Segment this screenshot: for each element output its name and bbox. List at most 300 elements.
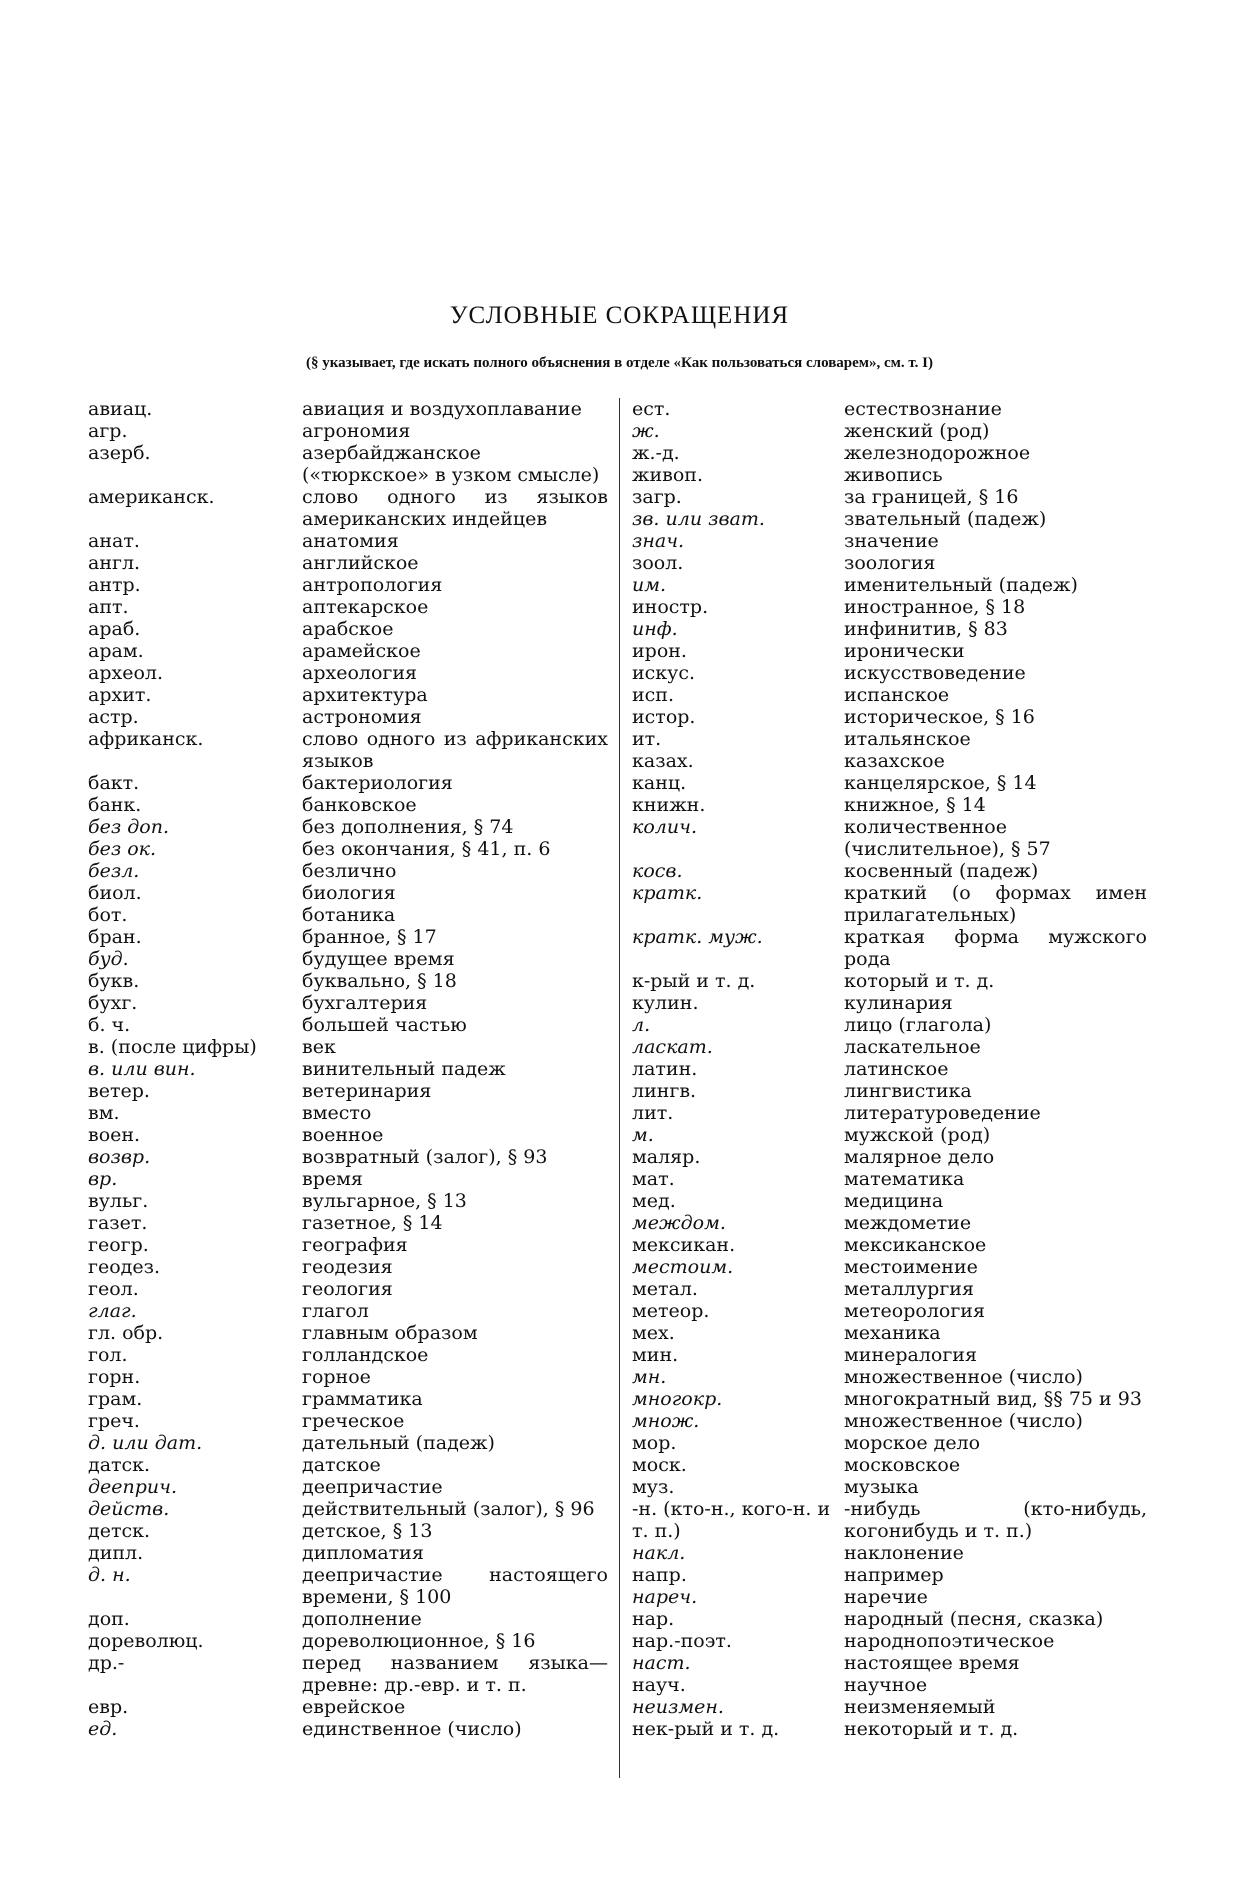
abbreviation-meaning: множественное (число) [844, 1366, 1083, 1388]
abbreviation-term: агр. [88, 420, 128, 442]
abbreviation-term: метеор. [632, 1300, 710, 1322]
abbreviation-meaning: некоторый и т. д. [844, 1718, 1019, 1740]
abbreviation-meaning: неизменяемый [844, 1696, 996, 1718]
abbreviation-entry [88, 1652, 628, 1696]
abbreviation-term: иностр. [632, 596, 709, 618]
abbreviation-entry [632, 750, 1152, 772]
abbreviation-entry [632, 1696, 1152, 1718]
abbreviation-meaning: казахское [844, 750, 945, 772]
abbreviation-entry [88, 1080, 628, 1102]
abbreviation-entry [88, 926, 628, 948]
abbreviation-entry [632, 552, 1152, 574]
abbreviation-term: мед. [632, 1190, 676, 1212]
abbreviation-entry [88, 1058, 628, 1080]
abbreviation-term: знач. [632, 530, 685, 552]
abbreviation-meaning: зоология [844, 552, 936, 574]
abbreviation-entry [88, 618, 628, 640]
abbreviation-term: мат. [632, 1168, 675, 1190]
abbreviation-term: маляр. [632, 1146, 701, 1168]
abbreviation-entry [632, 1058, 1152, 1080]
abbreviation-entry [88, 442, 628, 486]
abbreviation-meaning: канцелярское, § 14 [844, 772, 1037, 794]
abbreviation-term: нареч. [632, 1586, 698, 1608]
abbreviation-entry [632, 772, 1152, 794]
abbreviation-meaning: мужской (род) [844, 1124, 991, 1146]
abbreviation-meaning: слово одного из языков американских индейцев [302, 486, 608, 530]
abbreviation-entry [632, 1190, 1152, 1212]
abbreviation-term: колич. [632, 816, 697, 838]
abbreviation-entry [88, 904, 628, 926]
abbreviation-term: астр. [88, 706, 139, 728]
abbreviation-entry [88, 420, 628, 442]
abbreviation-term: авиац. [88, 398, 153, 420]
abbreviation-term: газет. [88, 1212, 148, 1234]
abbreviation-meaning: литературоведение [844, 1102, 1041, 1124]
abbreviation-entry [632, 1036, 1152, 1058]
abbreviation-meaning: за границей, § 16 [844, 486, 1019, 508]
abbreviation-entry [88, 1608, 628, 1630]
abbreviation-meaning: глагол [302, 1300, 369, 1322]
abbreviation-term: геол. [88, 1278, 139, 1300]
abbreviation-entry [88, 860, 628, 882]
abbreviation-entry [632, 992, 1152, 1014]
abbreviation-meaning: бактериология [302, 772, 453, 794]
abbreviation-entry [88, 882, 628, 904]
abbreviation-term: в. (после цифры) [88, 1036, 257, 1058]
abbreviation-term: банк. [88, 794, 142, 816]
abbreviation-meaning: минералогия [844, 1344, 977, 1366]
abbreviation-entry [632, 706, 1152, 728]
abbreviation-meaning: возвратный (залог), § 93 [302, 1146, 548, 1168]
abbreviation-term: архит. [88, 684, 152, 706]
abbreviation-entry [632, 1256, 1152, 1278]
abbreviation-meaning: архитектура [302, 684, 428, 706]
abbreviation-term: б. ч. [88, 1014, 131, 1036]
abbreviation-meaning: азербайджанское («тюркское» в узком смысле) [302, 442, 600, 486]
abbreviation-term: евр. [88, 1696, 129, 1718]
abbreviation-term: множ. [632, 1410, 700, 1432]
abbreviation-meaning: -нибудь (кто-нибудь, когонибудь и т. п.) [844, 1498, 1147, 1542]
abbreviation-meaning: антропология [302, 574, 443, 596]
abbreviation-entry [88, 552, 628, 574]
abbreviation-meaning: геодезия [302, 1256, 393, 1278]
abbreviation-meaning: народнопоэтическое [844, 1630, 1055, 1652]
abbreviation-entry [632, 596, 1152, 618]
abbreviation-entry [632, 1674, 1152, 1696]
abbreviation-meaning: буквально, § 18 [302, 970, 457, 992]
abbreviation-entry [88, 1102, 628, 1124]
abbreviation-term: геогр. [88, 1234, 149, 1256]
abbreviation-term: нар.-поэт. [632, 1630, 732, 1652]
abbreviation-term: мексикан. [632, 1234, 736, 1256]
abbreviation-meaning: банковское [302, 794, 417, 816]
abbreviation-meaning: время [302, 1168, 363, 1190]
abbreviation-term: доп. [88, 1608, 130, 1630]
abbreviation-entry [88, 1718, 628, 1740]
abbreviation-meaning: наречие [844, 1586, 928, 1608]
abbreviation-meaning: метеорология [844, 1300, 985, 1322]
abbreviation-entry [632, 970, 1152, 992]
abbreviation-entry [632, 1718, 1152, 1740]
abbreviation-term: датск. [88, 1454, 151, 1476]
abbreviation-meaning: народный (песня, сказка) [844, 1608, 1104, 1630]
abbreviation-meaning: математика [844, 1168, 965, 1190]
abbreviation-entry [88, 706, 628, 728]
abbreviation-term: им. [632, 574, 667, 596]
abbreviation-entry [88, 1278, 628, 1300]
abbreviation-meaning: дипломатия [302, 1542, 424, 1564]
abbreviation-entry [88, 1190, 628, 1212]
abbreviation-meaning: без окончания, § 41, п. 6 [302, 838, 551, 860]
abbreviation-term: ед. [88, 1718, 118, 1740]
abbreviation-meaning: винительный падеж [302, 1058, 506, 1080]
abbreviation-meaning: звательный (падеж) [844, 508, 1047, 530]
abbreviation-meaning: безлично [302, 860, 397, 882]
abbreviation-entry [632, 1432, 1152, 1454]
abbreviation-entry [88, 662, 628, 684]
abbreviation-entry [632, 684, 1152, 706]
abbreviation-meaning: железнодорожное [844, 442, 1031, 464]
abbreviation-entry [632, 728, 1152, 750]
abbreviation-meaning: агрономия [302, 420, 411, 442]
abbreviation-term: нар. [632, 1608, 675, 1630]
abbreviation-meaning: малярное дело [844, 1146, 995, 1168]
abbreviation-term: местоим. [632, 1256, 734, 1278]
abbreviation-entry [632, 860, 1152, 882]
abbreviation-term: лит. [632, 1102, 674, 1124]
abbreviation-term: возвр. [88, 1146, 151, 1168]
abbreviation-entry [88, 1520, 628, 1542]
abbreviation-term: ветер. [88, 1080, 150, 1102]
abbreviation-term: мн. [632, 1366, 667, 1388]
abbreviation-term: напр. [632, 1564, 687, 1586]
abbreviation-term: мех. [632, 1322, 675, 1344]
abbreviation-term: греч. [88, 1410, 140, 1432]
abbreviation-entry [88, 1542, 628, 1564]
abbreviation-term: канц. [632, 772, 687, 794]
abbreviation-meaning: естествознание [844, 398, 1002, 420]
abbreviation-entry [632, 530, 1152, 552]
abbreviation-entry [88, 970, 628, 992]
column-divider [619, 398, 620, 1778]
abbreviation-term: зв. или зват. [632, 508, 765, 530]
abbreviation-entry [632, 1146, 1152, 1168]
abbreviation-entry [88, 1124, 628, 1146]
abbreviation-meaning: военное [302, 1124, 384, 1146]
abbreviation-meaning: настоящее время [844, 1652, 1020, 1674]
abbreviation-term: детск. [88, 1520, 151, 1542]
abbreviation-meaning: газетное, § 14 [302, 1212, 443, 1234]
abbreviation-meaning: иронически [844, 640, 965, 662]
abbreviation-meaning: английское [302, 552, 419, 574]
abbreviation-meaning: иностранное, § 18 [844, 596, 1026, 618]
abbreviation-meaning: множественное (число) [844, 1410, 1083, 1432]
abbreviation-entry [88, 1410, 628, 1432]
abbreviation-term: американск. [88, 486, 215, 508]
abbreviation-meaning: век [302, 1036, 336, 1058]
abbreviation-meaning: дополнение [302, 1608, 422, 1630]
abbreviation-meaning: археология [302, 662, 418, 684]
abbreviation-term: ласкат. [632, 1036, 713, 1058]
abbreviation-meaning: главным образом [302, 1322, 478, 1344]
abbreviation-term: ест. [632, 398, 671, 420]
abbreviation-term: к-рый и т. д. [632, 970, 756, 992]
abbreviation-meaning: голландское [302, 1344, 429, 1366]
abbreviation-term: исп. [632, 684, 675, 706]
abbreviation-entry [88, 1212, 628, 1234]
abbreviation-term: лингв. [632, 1080, 697, 1102]
abbreviation-term: л. [632, 1014, 651, 1036]
abbreviation-term: без доп. [88, 816, 170, 838]
abbreviation-entry [632, 1300, 1152, 1322]
abbreviation-entry [632, 1454, 1152, 1476]
abbreviation-meaning: краткая форма мужского рода [844, 926, 1147, 970]
abbreviation-term: буд. [88, 948, 129, 970]
abbreviation-entry [88, 684, 628, 706]
abbreviation-entry [88, 772, 628, 794]
abbreviation-term: -н. (кто-н., кого-н. и т. п.) [632, 1498, 831, 1542]
abbreviation-term: глаг. [88, 1300, 137, 1322]
abbreviation-entry [632, 1124, 1152, 1146]
abbreviation-entry [88, 794, 628, 816]
left-abbreviation-column [88, 398, 628, 1740]
abbreviation-term: букв. [88, 970, 140, 992]
abbreviation-meaning: историческое, § 16 [844, 706, 1035, 728]
abbreviation-entry [632, 398, 1152, 420]
abbreviation-entry [632, 1322, 1152, 1344]
abbreviation-entry [88, 1014, 628, 1036]
abbreviation-entry [632, 794, 1152, 816]
abbreviation-entry [88, 486, 628, 530]
abbreviation-term: ит. [632, 728, 662, 750]
abbreviation-term: ж.-д. [632, 442, 680, 464]
abbreviation-term: антр. [88, 574, 141, 596]
abbreviation-entry [88, 1696, 628, 1718]
abbreviation-entry [632, 1366, 1152, 1388]
abbreviation-meaning: слово одного из африканских языков [302, 728, 608, 772]
abbreviation-entry [632, 1014, 1152, 1036]
abbreviation-entry [88, 1256, 628, 1278]
abbreviation-term: в. или вин. [88, 1058, 196, 1080]
abbreviation-meaning: ветеринария [302, 1080, 432, 1102]
abbreviation-term: неизмен. [632, 1696, 724, 1718]
abbreviation-entry [88, 1146, 628, 1168]
abbreviation-term: вульг. [88, 1190, 149, 1212]
abbreviation-term: науч. [632, 1674, 686, 1696]
abbreviation-term: зоол. [632, 552, 684, 574]
abbreviation-term: арам. [88, 640, 144, 662]
abbreviation-term: др.- [88, 1652, 125, 1674]
abbreviation-entry [88, 728, 628, 772]
abbreviation-term: грам. [88, 1388, 143, 1410]
abbreviation-entry [632, 662, 1152, 684]
abbreviation-meaning: инфинитив, § 83 [844, 618, 1008, 640]
abbreviation-meaning: анатомия [302, 530, 399, 552]
abbreviation-term: бакт. [88, 772, 140, 794]
abbreviation-term: дееприч. [88, 1476, 178, 1498]
abbreviation-entry [632, 1344, 1152, 1366]
abbreviation-term: геодез. [88, 1256, 160, 1278]
abbreviation-meaning: будущее время [302, 948, 455, 970]
abbreviation-entry [88, 1344, 628, 1366]
abbreviation-term: ирон. [632, 640, 687, 662]
right-abbreviation-column [632, 398, 1152, 1740]
abbreviation-entry [632, 1608, 1152, 1630]
abbreviation-entry [632, 640, 1152, 662]
abbreviation-term: метал. [632, 1278, 698, 1300]
abbreviation-entry [88, 816, 628, 838]
abbreviation-entry [88, 574, 628, 596]
abbreviation-term: мор. [632, 1432, 677, 1454]
abbreviation-term: бот. [88, 904, 128, 926]
abbreviation-term: биол. [88, 882, 142, 904]
abbreviation-term: бухг. [88, 992, 138, 1014]
abbreviation-term: книжн. [632, 794, 706, 816]
abbreviation-entry [88, 530, 628, 552]
abbreviation-entry [632, 1542, 1152, 1564]
abbreviation-term: косв. [632, 860, 683, 882]
abbreviation-meaning: медицина [844, 1190, 944, 1212]
abbreviation-entry [88, 1564, 628, 1608]
abbreviation-entry [88, 1630, 628, 1652]
abbreviation-meaning: испанское [844, 684, 950, 706]
abbreviation-term: бран. [88, 926, 142, 948]
abbreviation-term: дореволюц. [88, 1630, 204, 1652]
abbreviation-meaning: металлургия [844, 1278, 974, 1300]
abbreviation-entry [632, 1630, 1152, 1652]
abbreviation-meaning: кулинария [844, 992, 953, 1014]
abbreviation-entry [632, 508, 1152, 530]
abbreviation-term: загр. [632, 486, 682, 508]
abbreviation-term: латин. [632, 1058, 698, 1080]
abbreviation-entry [632, 1234, 1152, 1256]
abbreviation-meaning: лицо (глагола) [844, 1014, 992, 1036]
abbreviation-term: нек-рый и т. д. [632, 1718, 780, 1740]
abbreviation-meaning: дательный (падеж) [302, 1432, 495, 1454]
abbreviation-term: араб. [88, 618, 141, 640]
abbreviation-term: истор. [632, 706, 696, 728]
abbreviation-term: междом. [632, 1212, 726, 1234]
abbreviation-meaning: междометие [844, 1212, 972, 1234]
abbreviation-meaning: арамейское [302, 640, 421, 662]
abbreviation-meaning: московское [844, 1454, 961, 1476]
abbreviation-meaning: искусствоведение [844, 662, 1026, 684]
abbreviation-entry [632, 882, 1152, 926]
abbreviation-entry [632, 1586, 1152, 1608]
abbreviation-term: инф. [632, 618, 678, 640]
abbreviation-meaning: местоимение [844, 1256, 978, 1278]
abbreviation-entry [632, 486, 1152, 508]
abbreviation-meaning: геология [302, 1278, 393, 1300]
abbreviation-meaning: латинское [844, 1058, 949, 1080]
abbreviation-entry [632, 1476, 1152, 1498]
page-subtitle: (§ указывает, где искать полного объяснения в отделе «Как пользоваться словарем», см. т. I) [306, 355, 933, 371]
abbreviation-meaning: география [302, 1234, 408, 1256]
abbreviation-term: азерб. [88, 442, 151, 464]
abbreviation-term: искус. [632, 662, 696, 684]
abbreviation-entry [88, 1432, 628, 1454]
abbreviation-term: вм. [88, 1102, 120, 1124]
abbreviation-meaning: например [844, 1564, 944, 1586]
abbreviation-term: накл. [632, 1542, 686, 1564]
abbreviation-entry [632, 1498, 1152, 1542]
abbreviation-meaning: мексиканское [844, 1234, 987, 1256]
abbreviation-meaning: ботаника [302, 904, 396, 926]
abbreviation-entry [88, 1366, 628, 1388]
abbreviation-entry [632, 926, 1152, 970]
abbreviation-meaning: авиация и воздухоплавание [302, 398, 582, 420]
abbreviation-meaning: биология [302, 882, 396, 904]
abbreviation-term: археол. [88, 662, 163, 684]
abbreviation-meaning: косвенный (падеж) [844, 860, 1039, 882]
abbreviation-entry [632, 464, 1152, 486]
abbreviation-entry [88, 1454, 628, 1476]
abbreviation-term: англ. [88, 552, 141, 574]
abbreviation-meaning: аптекарское [302, 596, 429, 618]
abbreviation-meaning: научное [844, 1674, 928, 1696]
abbreviation-term: безл. [88, 860, 140, 882]
abbreviation-entry [88, 1234, 628, 1256]
abbreviation-term: д. н. [88, 1564, 131, 1586]
abbreviation-meaning: вместо [302, 1102, 372, 1124]
abbreviation-meaning: бухгалтерия [302, 992, 428, 1014]
abbreviation-entry [632, 420, 1152, 442]
abbreviation-meaning: ласкательное [844, 1036, 981, 1058]
abbreviation-entry [632, 1278, 1152, 1300]
abbreviation-entry [88, 1388, 628, 1410]
abbreviation-entry [632, 442, 1152, 464]
abbreviation-meaning: горное [302, 1366, 371, 1388]
abbreviation-meaning: деепричастие настоящего времени, § 100 [302, 1564, 608, 1608]
abbreviation-meaning: детское, § 13 [302, 1520, 433, 1542]
abbreviation-meaning: астрономия [302, 706, 422, 728]
abbreviation-entry [88, 948, 628, 970]
abbreviation-entry [632, 1168, 1152, 1190]
abbreviation-meaning: количественное (числительное), § 57 [844, 816, 1051, 860]
abbreviation-meaning: механика [844, 1322, 941, 1344]
abbreviation-term: моск. [632, 1454, 687, 1476]
abbreviation-meaning: вульгарное, § 13 [302, 1190, 467, 1212]
abbreviation-entry [88, 838, 628, 860]
abbreviation-entry [632, 816, 1152, 860]
abbreviation-entry [88, 398, 628, 420]
abbreviation-term: многокр. [632, 1388, 723, 1410]
abbreviation-entry [88, 1168, 628, 1190]
abbreviation-meaning: большей частью [302, 1014, 467, 1036]
abbreviation-term: гл. обр. [88, 1322, 164, 1344]
abbreviation-term: кратк. муж. [632, 926, 763, 948]
abbreviation-term: воен. [88, 1124, 141, 1146]
abbreviation-meaning: краткий (о формах имен прилагательных) [844, 882, 1147, 926]
abbreviation-meaning: именительный (падеж) [844, 574, 1078, 596]
abbreviation-entry [632, 1102, 1152, 1124]
abbreviation-term: наст. [632, 1652, 691, 1674]
abbreviation-entry [88, 596, 628, 618]
abbreviation-term: кулин. [632, 992, 699, 1014]
abbreviation-entry [88, 1300, 628, 1322]
abbreviation-entry [632, 574, 1152, 596]
abbreviation-meaning: арабское [302, 618, 394, 640]
abbreviation-meaning: перед названием языка— древне: др.-евр. и т. п. [302, 1652, 608, 1696]
abbreviation-entry [88, 1476, 628, 1498]
abbreviation-entry [632, 1410, 1152, 1432]
abbreviation-meaning: морское дело [844, 1432, 981, 1454]
abbreviation-meaning: еврейское [302, 1696, 406, 1718]
abbreviation-term: апт. [88, 596, 129, 618]
abbreviation-meaning: бранное, § 17 [302, 926, 437, 948]
abbreviation-meaning: деепричастие [302, 1476, 443, 1498]
abbreviation-meaning: действительный (залог), § 96 [302, 1498, 595, 1520]
